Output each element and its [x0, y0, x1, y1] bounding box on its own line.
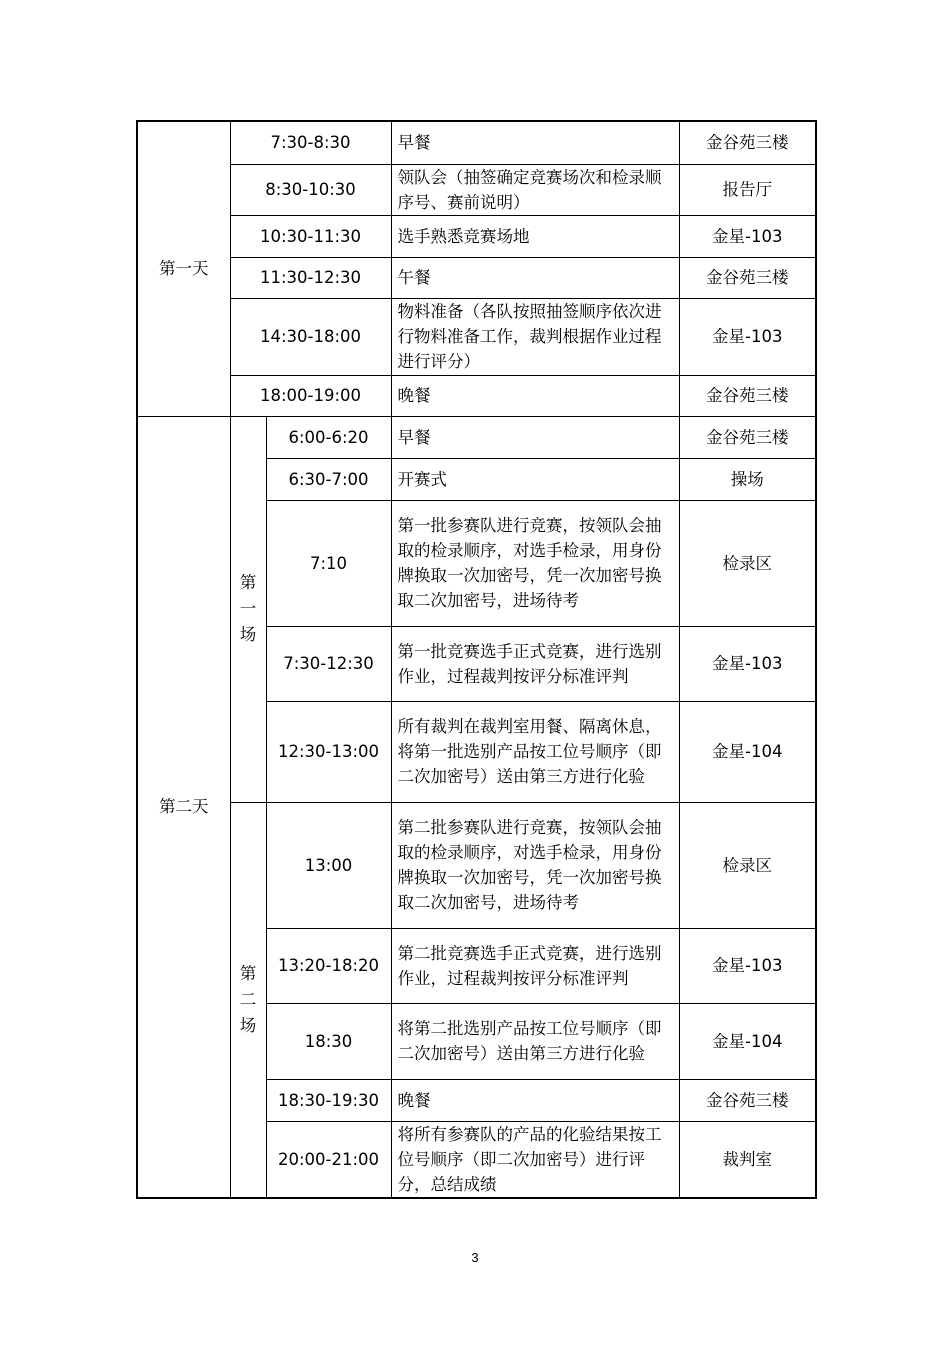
activity-cell: 将所有参赛队的产品的化验结果按工位号顺序（即二次加密号）进行评分，总结成绩	[391, 1121, 679, 1198]
time-cell: 13:00	[266, 802, 391, 928]
time-cell: 7:30-8:30	[230, 121, 391, 164]
page-number: 3	[471, 1250, 479, 1265]
time-cell: 7:30-12:30	[266, 626, 391, 701]
table-row	[137, 164, 816, 215]
table-row	[137, 257, 816, 298]
time-cell: 6:30-7:00	[266, 458, 391, 500]
location-cell: 金星-103	[679, 928, 816, 1003]
activity-cell: 开赛式	[391, 458, 679, 500]
table-row	[137, 215, 816, 257]
location-cell: 操场	[679, 458, 816, 500]
day-label: 第一天	[137, 121, 230, 416]
time-cell: 12:30-13:00	[266, 701, 391, 802]
session-label	[230, 802, 266, 1198]
location-cell: 金星-103	[679, 298, 816, 375]
activity-cell: 领队会（抽签确定竞赛场次和检录顺序号、赛前说明）	[391, 164, 679, 215]
session-label-text: 第一场	[239, 573, 257, 644]
activity-cell: 午餐	[391, 257, 679, 298]
schedule-table	[136, 120, 817, 1199]
time-cell: 18:30	[266, 1003, 391, 1079]
location-cell: 金谷苑三楼	[679, 416, 816, 458]
location-cell: 金星-103	[679, 215, 816, 257]
session-label-text: 第二场	[239, 963, 257, 1035]
location-cell: 金谷苑三楼	[679, 121, 816, 164]
table-row	[137, 802, 816, 928]
time-cell: 10:30-11:30	[230, 215, 391, 257]
location-cell: 检录区	[679, 500, 816, 626]
activity-cell: 晚餐	[391, 1079, 679, 1121]
activity-cell: 所有裁判在裁判室用餐、隔离休息，将第一批选别产品按工位号顺序（即二次加密号）送由第三方进行化验	[391, 701, 679, 802]
location-cell: 金谷苑三楼	[679, 375, 816, 416]
time-cell: 18:30-19:30	[266, 1079, 391, 1121]
time-cell: 14:30-18:00	[230, 298, 391, 375]
day-label: 第二天	[137, 416, 230, 1198]
location-cell: 裁判室	[679, 1121, 816, 1198]
location-cell: 检录区	[679, 802, 816, 928]
table-row	[137, 298, 816, 375]
location-cell: 金谷苑三楼	[679, 1079, 816, 1121]
activity-cell: 第二批参赛队进行竞赛，按领队会抽取的检录顺序，对选手检录，用身份牌换取一次加密号，凭一次加密号换取二次加密号，进场待考	[391, 802, 679, 928]
time-cell: 7:10	[266, 500, 391, 626]
location-cell: 金星-104	[679, 701, 816, 802]
activity-cell: 晚餐	[391, 375, 679, 416]
activity-cell: 选手熟悉竞赛场地	[391, 215, 679, 257]
activity-cell: 物料准备（各队按照抽签顺序依次进行物料准备工作，裁判根据作业过程进行评分）	[391, 298, 679, 375]
time-cell: 8:30-10:30	[230, 164, 391, 215]
activity-cell: 第一批竞赛选手正式竞赛，进行选别作业，过程裁判按评分标准评判	[391, 626, 679, 701]
time-cell: 20:00-21:00	[266, 1121, 391, 1198]
time-cell: 18:00-19:00	[230, 375, 391, 416]
time-cell: 13:20-18:20	[266, 928, 391, 1003]
time-cell: 11:30-12:30	[230, 257, 391, 298]
activity-cell: 将第二批选别产品按工位号顺序（即二次加密号）送由第三方进行化验	[391, 1003, 679, 1079]
activity-cell: 第一批参赛队进行竞赛，按领队会抽取的检录顺序，对选手检录，用身份牌换取一次加密号，凭一次加密号换取二次加密号，进场待考	[391, 500, 679, 626]
activity-cell: 第二批竞赛选手正式竞赛，进行选别作业，过程裁判按评分标准评判	[391, 928, 679, 1003]
table-row	[137, 375, 816, 416]
activity-cell: 早餐	[391, 416, 679, 458]
activity-cell: 早餐	[391, 121, 679, 164]
location-cell: 金谷苑三楼	[679, 257, 816, 298]
table-row	[137, 416, 816, 458]
location-cell: 金星-104	[679, 1003, 816, 1079]
table-row	[137, 121, 816, 164]
session-label	[230, 416, 266, 802]
location-cell: 金星-103	[679, 626, 816, 701]
location-cell: 报告厅	[679, 164, 816, 215]
time-cell: 6:00-6:20	[266, 416, 391, 458]
